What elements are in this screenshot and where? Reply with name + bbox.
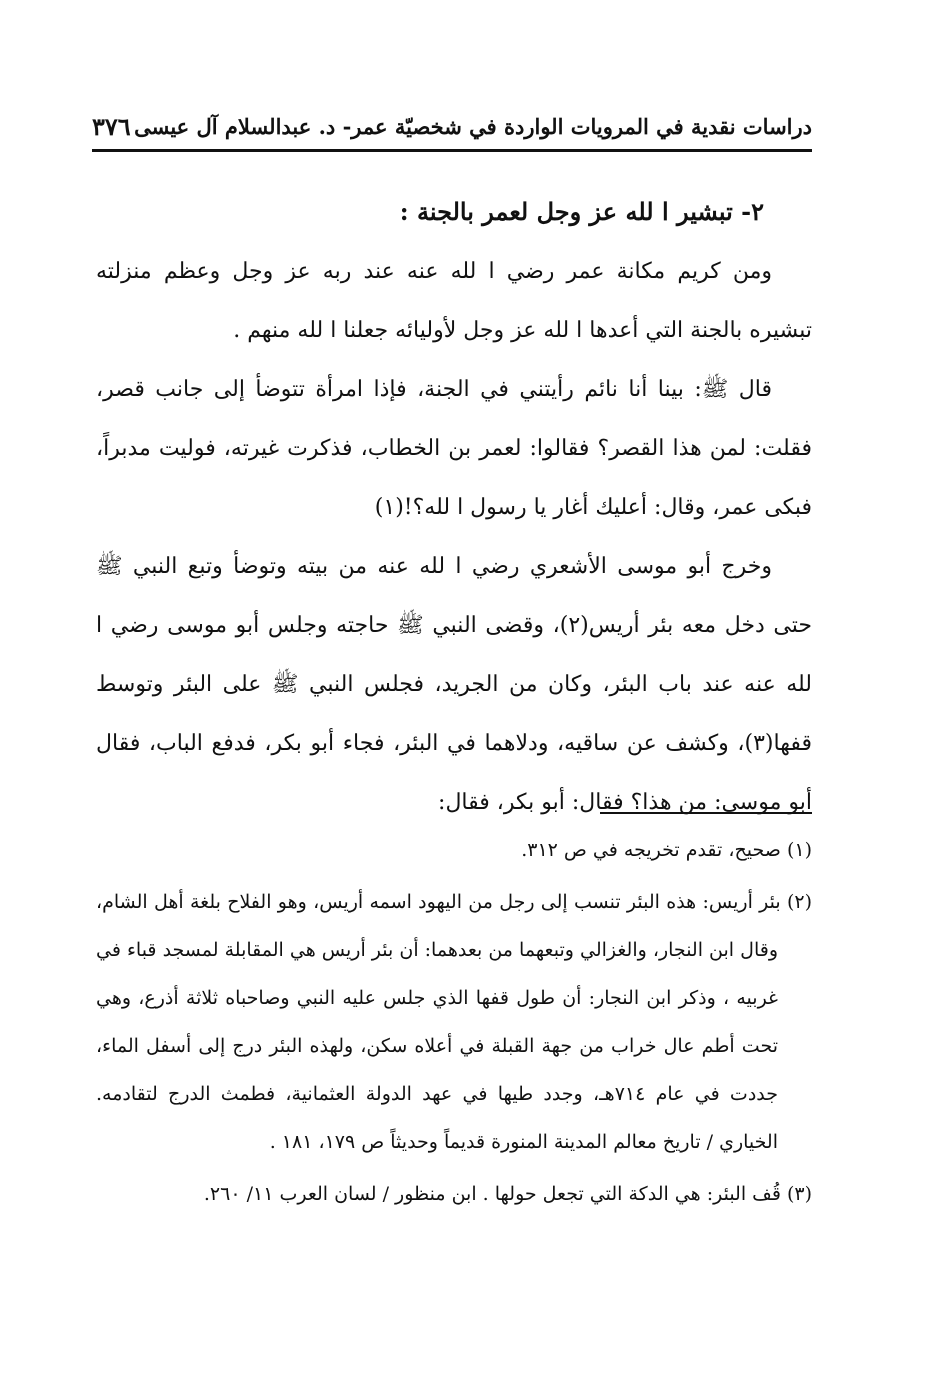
paragraph: قال ﷺ: بينا أنا نائم رأيتني في الجنة، فإذا امرأة تتوضأ إلى جانب قصر، فقلت: لمن هذا القصر؟ فقالوا: لعمر بن الخطاب، فذكرت غيرته، فوليت مدبراً، فبكى عمر، وقال: أعليك أغار يا رسول ا لله؟!(١) [96,377,812,520]
paragraph: وخرج أبو موسى الأشعري رضي ا لله عنه من بيته وتوضأ وتبع النبي ﷺ حتى دخل معه بئر أريس(٢)، وقضى النبي ﷺ حاجته وجلس أبو موسى رضي ا لله عنه عند باب البئر، وكان من الجريد، فجلس النبي ﷺ على البئر وتوسط قفها(٣)، وكشف عن ساقيه، ودلاهما في البئر، فجاء أبو بكر، فدفع الباب، فقال أبو موسى: من هذا؟ فقال: أبو بكر، فقال: [96,554,812,815]
footnote: (٢) بئر أريس: هذه البئر تنسب إلى رجل من اليهود اسمه أريس، وهو الفلاح بلغة أهل الشام، وقال ابن النجار، والغزالي وتبعهما من بعدهما: أن بئر أريس هي المقابلة لمسجد قباء في غربيه ، وذكر ابن النجار: أن طول قفها الذي جلس عليه النبي وصاحباه ثلاثة أذرع، وهي تحت أطم عال خراب من جهة القبلة في أعلاه سكن، ولهذه البئر درج إلى أسفل الماء، جددت في عام ٧١٤هـ، وجدد طيها في عهد الدولة العثمانية، فطمث الدرج لتقادمه. الخياري / تاريخ معالم المدينة المنورة قديماً وحديثاً ص ١٧٩، ١٨١ . [96,891,812,1153]
main-text [96,182,812,832]
paragraph: ومن كريم مكانة عمر رضي ا لله عنه عند ربه عز وجل وعظم منزلته تبشيره بالجنة التي أعدها ا لله عز وجل لأوليائه جعلنا ا لله منهم . [96,259,812,343]
footnotes [96,826,812,1222]
footnote: (١) صحيح، تقدم تخريجه في ص ٣١٢. [521,839,812,861]
running-header-title: دراسات نقدية في المرويات الواردة في شخصيّة عمر- د. عبدالسلام آل عيسى [134,114,812,139]
section-heading: ٢- تبشير ا لله عز وجل لعمر بالجنة : [399,197,764,226]
header-rule [92,149,812,152]
running-header [92,110,812,150]
footnote: (٣) قُف البئر: هي الدكة التي تجعل حولها . ابن منظور / لسان العرب ١١/ ٢٦٠. [203,1183,812,1205]
footnote-separator [600,812,812,814]
page-number: ٣٧٦ [92,112,131,141]
